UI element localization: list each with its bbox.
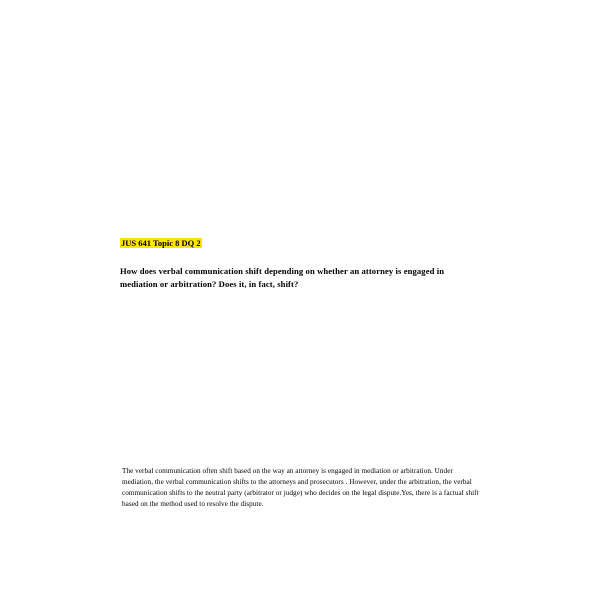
discussion-question-prompt: How does verbal communication shift depending on whether an attorney is engaged in mediation or arbitration? Does it, in fact, shift?	[120, 266, 445, 289]
document-heading-block	[120, 238, 480, 290]
discussion-answer-text: The verbal communication often shift based on the way an attorney is engaged in mediation or arbitration. Under mediation, the verbal communication shifts to the attorneys and prosecutors . However, under the arbitration, the verbal communication shifts to the neutral party (arbitrator or judge) who decides on the legal dispute.Yes, there is a factual shift based on the method used to resolve the dispute.	[122, 467, 479, 509]
document-title	[120, 238, 480, 249]
document-title-highlight: JUS 641 Topic 8 DQ 2	[121, 238, 201, 248]
